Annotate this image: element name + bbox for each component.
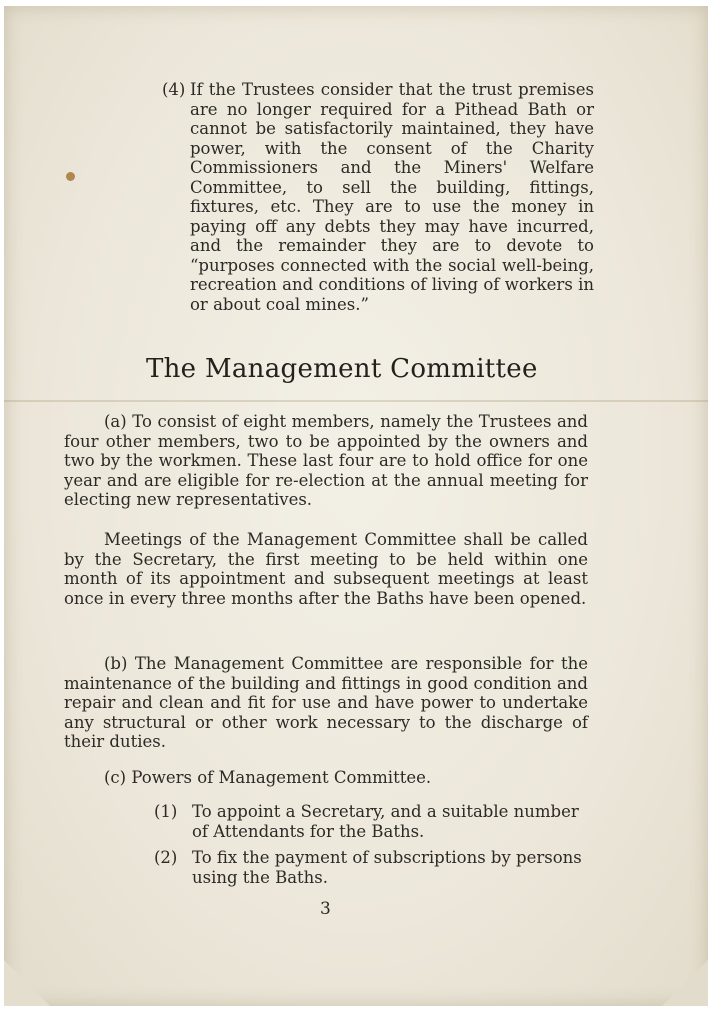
paragraph-c: (c) Powers of Management Committee. <box>104 768 432 787</box>
document-page <box>4 6 708 1006</box>
paper-stain <box>66 172 75 181</box>
power-item-2-text: To fix the payment of subscriptions by persons using the Baths. <box>192 848 582 887</box>
section-heading: The Management Committee <box>146 354 538 384</box>
power-item-1-number: (1) <box>154 802 178 821</box>
fold-crease <box>4 400 708 402</box>
item-4-text: If the Trustees consider that the trust premises are no longer required for a Pithead Bath or cannot be satisfactorily maintained, they have power, with the consent of the Charity Commissioners and the Miners' Welfare Committee, to sell the building, fittings, fixtures, etc. They are to use the money in paying off any debts they may have incurred, and the remainder they are to devote to “purposes connected with the social well-being, recreation and conditions of living of workers in or about coal mines.” <box>190 80 594 314</box>
page-number: 3 <box>320 899 331 919</box>
item-4-number: (4) <box>162 80 186 99</box>
power-item-1-text: To appoint a Secretary, and a suitable number of Attendants for the Baths. <box>192 802 579 841</box>
paragraph-b: (b) The Management Committee are responsible for the maintenance of the building and fittings in good condition and repair and clean and fit for use and have power to undertake any structural or other work necessary to the discharge of their duties. <box>64 654 588 751</box>
power-item-2-number: (2) <box>154 848 178 867</box>
folded-corner-bottom-left <box>4 960 50 1006</box>
paragraph-a: (a) To consist of eight members, namely the Trustees and four other members, two to be appointed by the owners and two by the workmen. These last four are to hold office for one year and are eligible for re-election at the annual meeting for electing new representatives. <box>64 412 588 509</box>
folded-corner-bottom-right <box>662 960 708 1006</box>
paragraph-meetings: Meetings of the Management Committee shall be called by the Secretary, the first meeting to be held within one month of its appointment and subsequent meetings at least once in every three months after the Baths have been opened. <box>64 530 588 608</box>
